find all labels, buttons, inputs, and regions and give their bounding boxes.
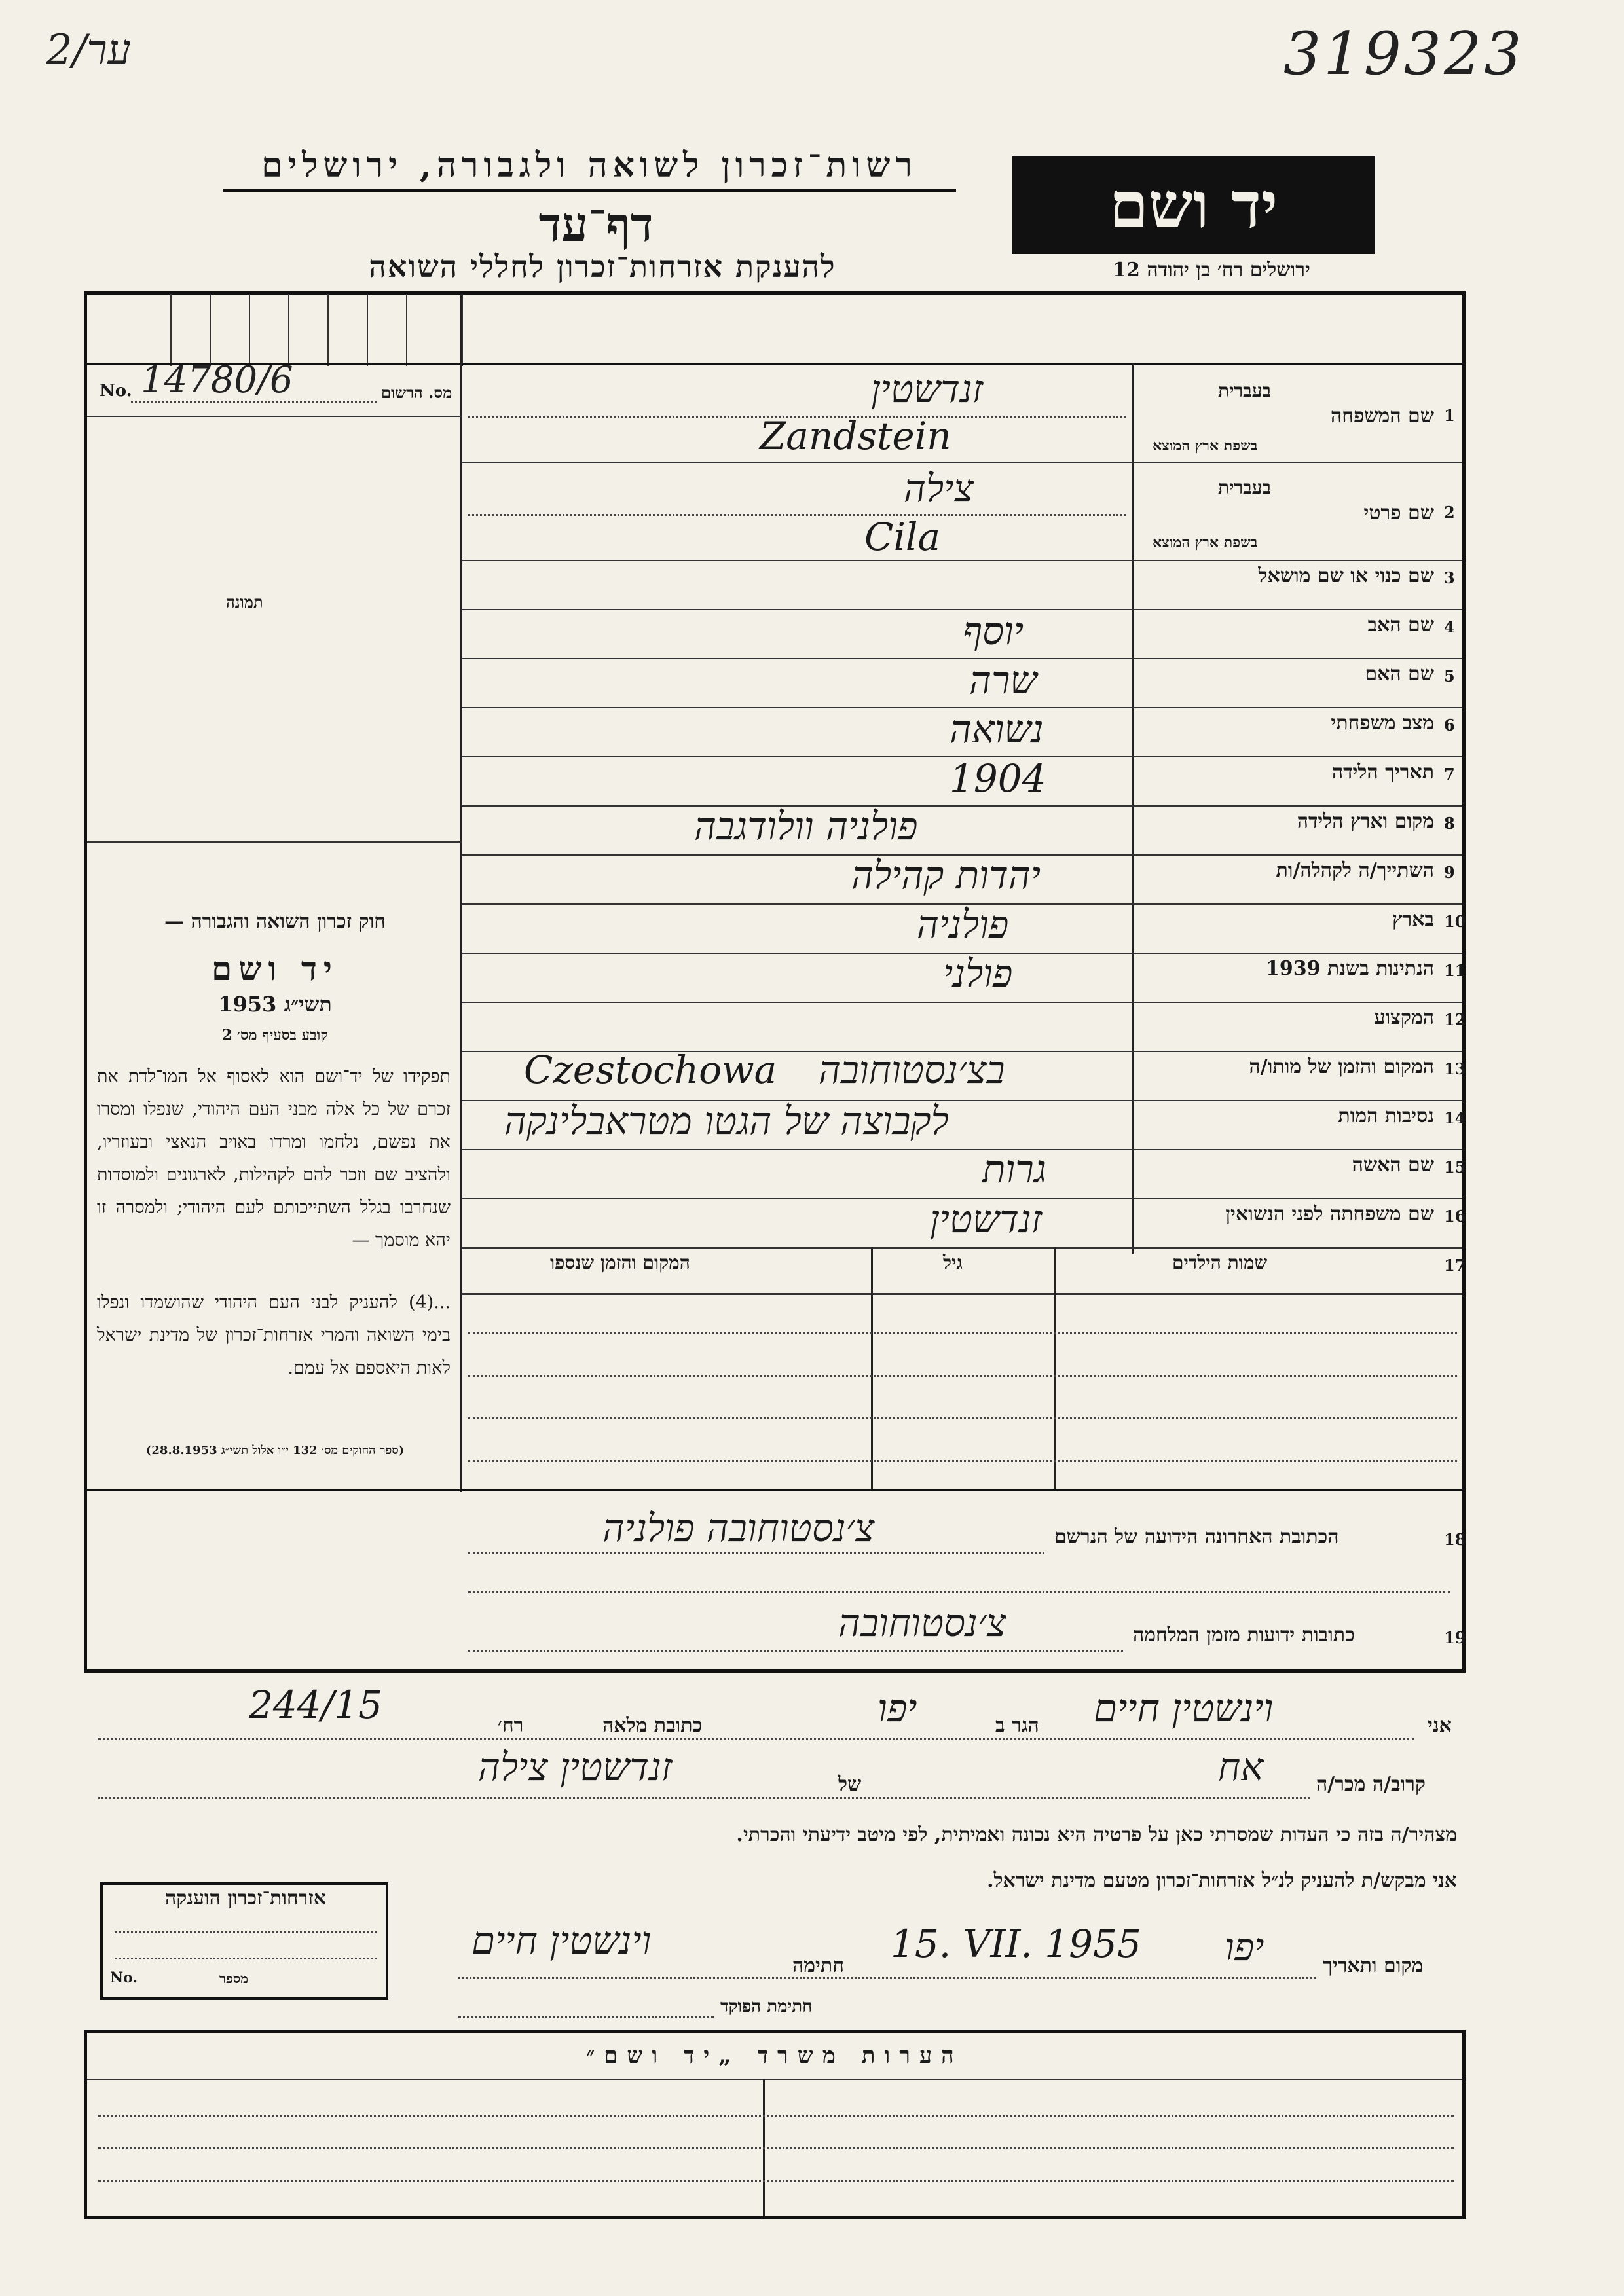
law-text: תפקידו של יד־ושם הוא לאסוף אל המו־לדת את זכרם של כל אלה מבני העם היהודי, שנפלו ומסרו את נפשם, נלחמו ומרדו באויב הנאצי ובעוזריו, ולהציב שם וזכר להם לקהילות, לארגונים ולמוסדות שנחרבו בגלל השתייכותם לעם היהודי; ולמסרה זו יהא מוסמך — (97, 1066, 451, 1250)
of-value[interactable]: זנדשטין צילה (478, 1745, 673, 1789)
field-number: 12 (1444, 1010, 1466, 1029)
field-value[interactable]: פולניה וולודגבה (694, 804, 918, 848)
field-label: נסיבות המות (1338, 1104, 1434, 1127)
field-label: שם המשפחה (1330, 405, 1434, 428)
row-line (462, 462, 1462, 463)
law-text-continued: ...(4) להעניק לבני העם היהודי שהושמדו ונפלו בימי השואה והמרי אזרחות־זכרון של מדינת ישראל לאות היאספם אל עמם. (97, 1292, 451, 1378)
field-label: כתובות ידועות מזמן המלחמה (1133, 1624, 1355, 1647)
declaration-line (98, 1797, 1310, 1799)
top-cell (170, 294, 211, 366)
field-number: 6 (1444, 716, 1455, 735)
children-col-divider (1054, 1247, 1056, 1489)
i-label: אני (1428, 1714, 1452, 1737)
children-age-header: גיל (943, 1252, 963, 1273)
children-row-line (468, 1375, 1457, 1377)
children-bottom-line (87, 1489, 1462, 1491)
field-label: שם האב (1367, 613, 1434, 636)
field-label: הכתובת האחרונה הידועה של הנרשם (1054, 1525, 1339, 1548)
field-number: 14 (1444, 1108, 1466, 1127)
row-line (462, 658, 1462, 659)
award-line (115, 1931, 377, 1933)
award-box-title: אזרחות־זכרון הוענקה (164, 1887, 327, 1910)
children-col-divider (871, 1247, 873, 1489)
field-number: 10 (1444, 912, 1466, 931)
place-date-label: מקום ותאריך (1323, 1954, 1424, 1977)
row-line (462, 1002, 1462, 1003)
relative-label: קרוב/ה מכר/ה (1316, 1773, 1426, 1796)
signature-label: חתימה (792, 1954, 844, 1977)
signature-line (458, 1977, 1316, 1979)
field-number: 18 (1444, 1530, 1466, 1549)
file-number: 319323 (1283, 20, 1524, 88)
field-number: 2 (1444, 503, 1455, 522)
street-label: רח׳ (498, 1714, 524, 1737)
field-label: הנתינות בשנת 1939 (1265, 957, 1434, 980)
field-label: שם פרטי (1363, 501, 1434, 524)
field-line (468, 1552, 1044, 1554)
field-number: 5 (1444, 666, 1455, 685)
logo-address: ירושלים רח׳ בן יהודה 12 (1113, 259, 1310, 282)
registration-no-value: 14780/6 (141, 359, 293, 401)
field-value[interactable]: נשואה (950, 707, 1044, 752)
field-value[interactable]: בצ׳נסטוחובה (819, 1048, 1005, 1092)
field-number: 11 (1444, 961, 1466, 980)
field-number: 16 (1444, 1207, 1466, 1226)
children-place-header: המקום והזמן שנספו (550, 1252, 690, 1273)
row-line (462, 560, 1462, 561)
top-cell (288, 294, 329, 366)
field-number: 15 (1444, 1157, 1466, 1176)
award-number-label: מספר (219, 1971, 248, 1986)
form-subtitle: להענקת אזרחות־זכרון לחללי השואה (369, 249, 836, 284)
official-signature-line (458, 2016, 714, 2018)
field-value-hebrew[interactable]: זנדשטין (871, 367, 984, 411)
field-label: מקום וארץ הלידה (1297, 810, 1434, 833)
field-number: 8 (1444, 814, 1455, 833)
children-row-line (468, 1332, 1457, 1334)
law-name: יד ושם (212, 949, 339, 988)
field-label: שם האשה (1352, 1154, 1434, 1176)
official-signature-label: חתימת הפוקד (720, 1997, 813, 2016)
law-year: תשי״ג 1953 (218, 992, 332, 1017)
top-cell (131, 294, 172, 366)
top-cell (249, 294, 289, 366)
row-line (462, 805, 1462, 807)
field-label: שם כנוי או שם מושאל (1258, 564, 1434, 587)
remarks-line[interactable] (98, 2147, 1454, 2149)
field-value[interactable]: צ׳נסטוחובה פולניה (602, 1506, 875, 1550)
field-value[interactable]: גרות (982, 1147, 1046, 1192)
declaration-statement: מצהיר/ה בזה כי העדות שמסרתי כאן על פרטיה היא נכונה ואמיתית, לפי מיטב ידיעתי והכרתי. (736, 1823, 1457, 1846)
organization-line: רשות־זכרון לשואה ולגבורה, ירושלים (223, 145, 956, 192)
row-line (462, 609, 1462, 610)
photo-divider (87, 841, 462, 843)
remarks-line[interactable] (98, 2180, 1454, 2182)
children-header-line (462, 1293, 1462, 1295)
registration-heb-label: מס. הרשום (381, 383, 452, 402)
left-column-divider (460, 294, 462, 1492)
signature-value[interactable]: וינשטין חיים (471, 1918, 652, 1963)
remarks-title: הערות משרד „יד ושם״ (586, 2043, 963, 2069)
children-row-line (468, 1460, 1457, 1462)
corner-note: 2/ער (46, 26, 131, 75)
field-value[interactable]: פולני (943, 951, 1013, 996)
field-number: 9 (1444, 863, 1455, 882)
field-value[interactable]: יוסף (963, 609, 1024, 653)
field-number: 1 (1444, 406, 1455, 425)
field-sublabel-origin: בשפת ארץ המוצא (1153, 534, 1258, 551)
yad-vashem-logo: יד ושם (1012, 156, 1375, 254)
form-title: דף־עד (538, 196, 654, 252)
field-value-hebrew[interactable]: צילה (904, 466, 974, 511)
declaration-line (98, 1738, 1414, 1740)
row-line (462, 1247, 1462, 1249)
declarant-city[interactable]: יפו (877, 1686, 917, 1730)
row-line (462, 1149, 1462, 1150)
street-value[interactable]: 244/15 (249, 1683, 383, 1727)
of-label: של (838, 1773, 862, 1796)
law-title: חוק זכרון השואה והגבורה — (164, 910, 386, 933)
photo-label: תמונה (226, 592, 263, 611)
field-sublabel-origin: בשפת ארץ המוצא (1153, 437, 1258, 454)
field-sublabel-hebrew: בעברית (1218, 477, 1272, 498)
field-label: השתייך/ה לקהלה/ות (1276, 859, 1434, 882)
resides-label: הגר ב (995, 1714, 1039, 1737)
registration-line (131, 401, 377, 403)
field-value[interactable]: 1904 (950, 756, 1046, 801)
declarant-name[interactable]: וינשטין חיים (1094, 1686, 1274, 1730)
field-line (468, 1591, 1450, 1593)
relative-value[interactable]: אח (1218, 1745, 1264, 1789)
registration-no-label: No. (100, 381, 132, 401)
field-line (468, 1650, 1123, 1652)
field-value[interactable]: פולניה (917, 902, 1009, 947)
children-names-header: שמות הילדים (1172, 1252, 1268, 1273)
place-value[interactable]: יפו (1225, 1925, 1264, 1969)
field-label: המקצוע (1374, 1006, 1434, 1029)
top-cell (367, 294, 407, 366)
field-number: 17 (1444, 1256, 1466, 1275)
top-cell (210, 294, 250, 366)
award-line (115, 1958, 377, 1959)
law-clause: קובע בסעיף מס׳ 2 (221, 1027, 329, 1044)
field-label: שם האם (1365, 663, 1434, 685)
date-value[interactable]: 15. VII. 1955 (891, 1922, 1141, 1966)
field-label: מצב משפחתי (1331, 712, 1434, 735)
field-value[interactable]: לקבוצה של הגטו מטראבלינקה (504, 1099, 949, 1143)
address-label: כתובת מלאה (602, 1714, 703, 1737)
field-value-latin[interactable]: Cila (864, 515, 941, 559)
field-number: 19 (1444, 1628, 1466, 1647)
award-no-label: No. (110, 1969, 138, 1986)
field-label: בארץ (1392, 908, 1434, 931)
field-label: המקום והזמן של מותו/ה (1249, 1055, 1434, 1078)
field-value[interactable]: זנדשטין (930, 1197, 1043, 1241)
field-sublabel-hebrew: בעברית (1218, 380, 1272, 401)
field-label: שם משפחתה לפני הנשואין (1225, 1203, 1434, 1226)
field-value[interactable]: יהדות קהילה (851, 853, 1041, 898)
registration-divider (87, 416, 462, 417)
field-number: 3 (1444, 568, 1455, 587)
row-subline (468, 514, 1126, 516)
field-value-latin[interactable]: Czestochowa (524, 1048, 777, 1092)
field-value[interactable]: צ׳נסטוחובה (838, 1601, 1006, 1645)
field-number: 4 (1444, 617, 1455, 636)
field-number: 13 (1444, 1059, 1466, 1078)
field-label: תאריך הלידה (1331, 761, 1434, 784)
children-row-line (468, 1417, 1457, 1419)
law-source: (ספר החוקים מס׳ 132 י״ו אלול תשי״ג 28.8.1953) (145, 1444, 405, 1457)
top-cell (327, 294, 368, 366)
field-value[interactable]: שרה (969, 658, 1037, 702)
request-statement: אני מבקש/ת להעניק לנ״ל אזרחות־זכרון מטעם מדינת ישראל. (987, 1869, 1457, 1892)
remarks-header-line (87, 2079, 1462, 2080)
top-cell (406, 294, 463, 366)
field-number: 7 (1444, 765, 1455, 784)
top-divider (87, 363, 1462, 365)
remarks-line[interactable] (98, 2115, 1454, 2117)
field-value-latin[interactable]: Zandstein (760, 414, 951, 458)
